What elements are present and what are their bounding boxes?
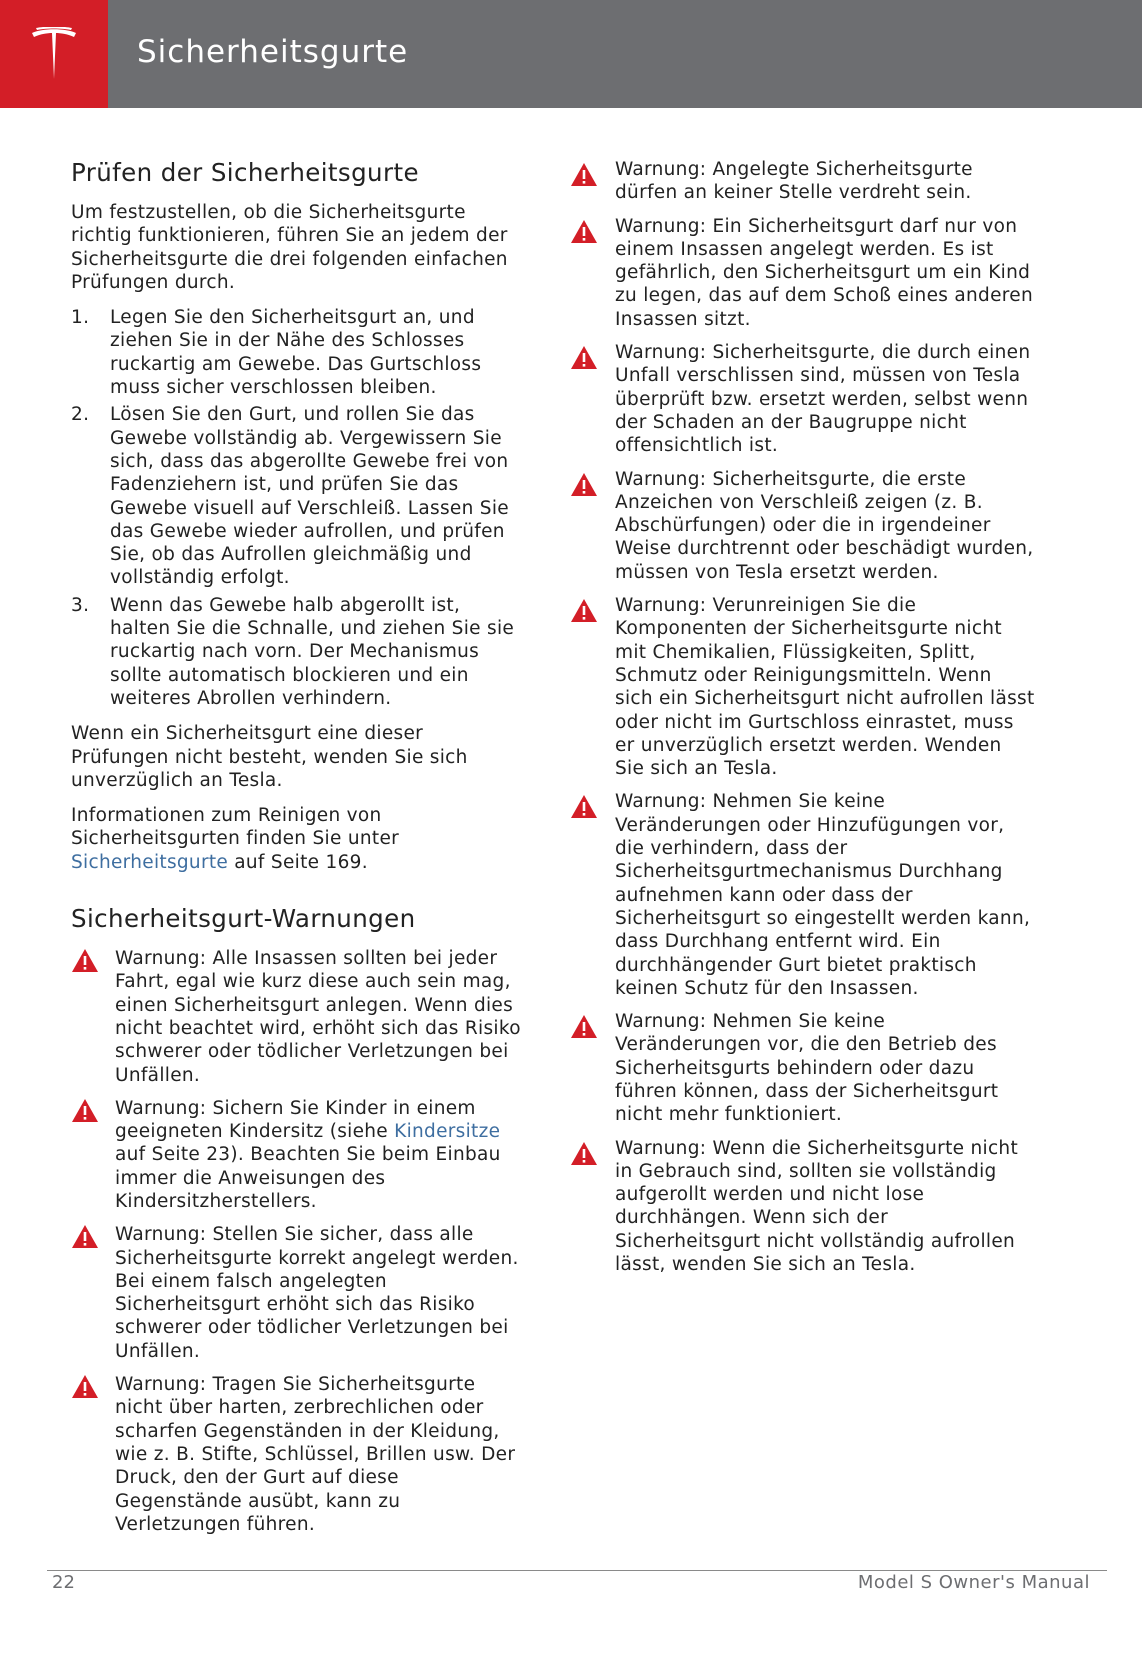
warning-item <box>71 1223 521 1363</box>
warning-icon <box>71 948 99 973</box>
warning-item <box>560 790 1035 1000</box>
warning-icon <box>570 472 598 497</box>
warning-item <box>560 594 1035 780</box>
warning-item <box>560 1137 1035 1277</box>
warning-icon <box>570 219 598 244</box>
warning-text: Warnung: Tragen Sie Sicherheitsgurte nicht über harten, zerbrechlichen oder scharfen Gegenständen in der Kleidung, wie z. B. Stifte, Schlüssel, Brillen usw. Der Druck, den der Gurt auf diese Gegenstände ausübt, kann zu Verletzungen führen. <box>115 1374 516 1535</box>
cleaning-text: Informationen zum Reinigen von Sicherheitsgurten finden Sie unter <box>71 805 400 850</box>
warning-item <box>560 1010 1035 1126</box>
warning-icon <box>570 345 598 370</box>
list-item <box>71 594 521 710</box>
warning-item <box>560 215 1035 331</box>
step-text: Wenn das Gewebe halb abgerollt ist, halten Sie die Schnalle, und ziehen Sie sie ruckartig nach vorn. Der Mechanismus sollte automatisch blockieren und ein weiteres Abrollen verhindern. <box>110 594 515 709</box>
warning-text: Warnung: Sicherheitsgurte, die erste Anzeichen von Verschleiß zeigen (z. B. Abschürfungen) oder die in irgendeiner Weise durchtrennt oder beschädigt wurden, müssen von Tesla ersetzt werden. <box>615 468 1034 583</box>
right-column <box>560 158 1035 1286</box>
warning-text: Warnung: Nehmen Sie keine Veränderungen vor, die den Betrieb des Sicherheitsgurts behindern oder dazu führen können, dass der Sicherheitsgurt nicht mehr funktioniert. <box>615 1011 999 1126</box>
warning-item <box>71 947 521 1087</box>
warning-icon <box>570 598 598 623</box>
warning-text: Warnung: Alle Insassen sollten bei jeder Fahrt, egal wie kurz diese auch sein mag, einen Sicherheitsgurt anlegen. Wenn dies nicht beachtet wird, erhöht sich das Risiko schwerer oder tödlicher Verletzungen bei Unfällen. <box>115 948 521 1086</box>
step-text: Lösen Sie den Gurt, und rollen Sie das Gewebe vollständig ab. Vergewissern Sie sich, dass das abgerollte Gewebe frei von Fadenziehern ist, und prüfen Sie das Gewebe visuell auf Verschleiß. Lassen Sie das Gewebe wieder aufrollen, und prüfen Sie, ob das Aufrollen gleichmäßig und vollständig erfolgt. <box>110 404 509 589</box>
warning-item <box>560 158 1035 205</box>
step-number: 1. <box>71 307 90 329</box>
page-number: 22 <box>52 1572 75 1593</box>
page-header <box>0 0 1142 108</box>
warning-item <box>560 468 1035 584</box>
warning-text: Warnung: Stellen Sie sicher, dass alle Sicherheitsgurte korrekt angelegt werden. Bei einem falsch angelegten Sicherheitsgurt erhöht sich das Risiko schwerer oder tödlicher Verletzungen bei Unfällen. <box>115 1224 519 1362</box>
child-seat-link[interactable]: Kindersitze <box>394 1121 501 1143</box>
warning-icon <box>71 1374 99 1399</box>
warning-item <box>71 1373 521 1536</box>
warning-text: Warnung: Sicherheitsgurte, die durch einen Unfall verschlissen sind, müssen von Tesla überprüft bzw. ersetzt werden, selbst wenn der Schaden an der Baugruppe nicht offensichtlich ist. <box>615 342 1031 457</box>
warning-item <box>560 341 1035 457</box>
page-title: Sicherheitsgurte <box>137 34 409 70</box>
tesla-t-icon <box>30 27 78 81</box>
step-text: Legen Sie den Sicherheitsgurt an, und ziehen Sie in der Nähe des Schlosses ruckartig am Gewebe. Das Gurtschloss muss sicher verschlossen bleiben. <box>110 307 482 399</box>
warning-icon <box>570 162 598 187</box>
cleaning-info-paragraph <box>71 804 521 874</box>
warning-icon <box>570 794 598 819</box>
warning-text: Warnung: Nehmen Sie keine Veränderungen oder Hinzufügungen vor, die verhindern, dass der Sicherheitsgurtmechanismus Durchhang aufnehmen kann oder dass der Sicherheitsgurt so eingestellt werden kann, dass Durchhang entfernt wird. Ein durchhängender Gurt bietet praktisch keinen Schutz für den Insassen. <box>615 791 1031 999</box>
cleaning-text-end: auf Seite 169. <box>228 851 368 873</box>
cleaning-link[interactable]: Sicherheitsgurte <box>71 851 229 873</box>
warning-item <box>71 1097 521 1213</box>
warning-icon <box>71 1098 99 1123</box>
warning-icon <box>71 1224 99 1249</box>
left-column <box>71 158 521 1546</box>
footer-divider <box>47 1570 1107 1571</box>
warning-text: Warnung: Sichern Sie Kinder in einem geeigneten Kindersitz (siehe <box>115 1097 476 1143</box>
warning-text-end: auf Seite 23). Beachten Sie beim Einbau immer die Anweisungen des Kindersitzherstellers. <box>115 1144 501 1212</box>
intro-paragraph: Um festzustellen, ob die Sicherheitsgurte richtig funktionieren, führen Sie an jedem der Sicherheitsgurte die drei folgenden einfachen Prüfungen durch. <box>71 202 508 293</box>
check-steps-list <box>71 306 521 710</box>
step-number: 3. <box>71 594 90 616</box>
warning-icon <box>570 1141 598 1166</box>
warning-text: Warnung: Ein Sicherheitsgurt darf nur von einem Insassen angelegt werden. Es ist gefährlich, den Sicherheitsgurt um ein Kind zu legen, das auf dem Schoß eines anderen Insassen sitzt. <box>615 215 1033 330</box>
warning-icon <box>570 1014 598 1039</box>
tesla-logo <box>0 0 108 108</box>
warning-text: Warnung: Angelegte Sicherheitsgurte dürfen an keiner Stelle verdreht sein. <box>615 159 973 204</box>
section-heading-warnings: Sicherheitsgurt-Warnungen <box>71 904 416 934</box>
list-item <box>71 306 521 399</box>
manual-name: Model S Owner's Manual <box>857 1572 1090 1593</box>
warning-text: Warnung: Wenn die Sicherheitsgurte nicht in Gebrauch sind, sollten sie vollständig aufgerollt werden und nicht lose durchhängen. Wenn sich der Sicherheitsgurt nicht vollständig aufrollen lässt, wenden Sie sich an Tesla. <box>615 1137 1019 1276</box>
section-heading-check: Prüfen der Sicherheitsgurte <box>71 158 419 187</box>
step-number: 2. <box>71 404 90 426</box>
fail-note-paragraph: Wenn ein Sicherheitsgurt eine dieser Prüfungen nicht besteht, wenden Sie sich unverzüglich an Tesla. <box>71 723 468 791</box>
list-item <box>71 403 521 589</box>
warning-text: Warnung: Verunreinigen Sie die Komponenten der Sicherheitsgurte nicht mit Chemikalien, Flüssigkeiten, Splitt, Schmutz oder Reinigungsmitteln. Wenn sich ein Sicherheitsgurt nicht aufrollen lässt oder nicht im Gurtschloss einrastet, muss er unverzüglich ersetzt werden. Wenden Sie sich an Tesla. <box>615 595 1035 780</box>
